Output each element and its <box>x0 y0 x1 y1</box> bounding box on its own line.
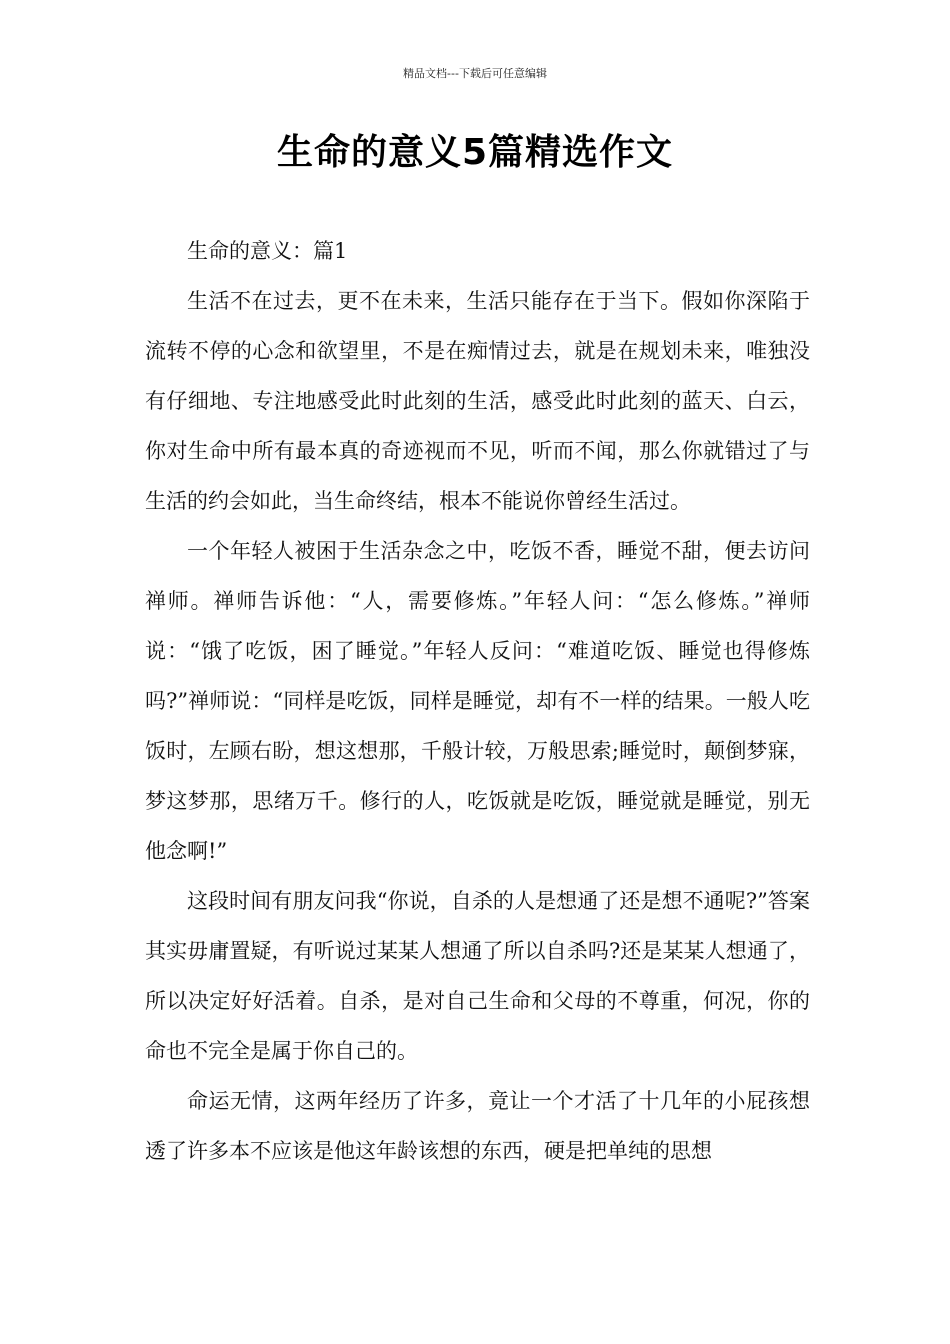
paragraph: 生活不在过去，更不在未来，生活只能存在于当下。假如你深陷于流转不停的心念和欲望里，不是在痴情过去，就是在规划未来，唯独没有仔细地、专注地感受此时此刻的生活，感受此时此刻的蓝天、白云，你对生命中所有最本真的奇迹视而不见，听而不闻，那么你就错过了与生活的约会如此，当生命终结，根本不能说你曾经生活过。 <box>145 289 810 513</box>
section-heading: 生命的意义：篇1 <box>187 239 348 263</box>
header-note: 精品文档---下载后可任意编辑 <box>403 67 547 80</box>
document-title: 生命的意义5篇精选作文 <box>276 132 674 173</box>
paragraph: 一个年轻人被困于生活杂念之中，吃饭不香，睡觉不甜，便去访问禅师。禅师告诉他：“人，需要修炼。”年轻人问：“怎么修炼。”禅师说：“饿了吃饭，困了睡觉。”年轻人反问：“难道吃饭、睡觉也得修炼吗?”禅师说：“同样是吃饭，同样是睡觉，却有不一样的结果。一般人吃饭时，左顾右盼，想这想那，千般计较，万般思索;睡觉时，颠倒梦寐，梦这梦那，思绪万千。修行的人，吃饭就是吃饭，睡觉就是睡觉，别无他念啊!” <box>145 539 810 863</box>
paragraph: 这段时间有朋友问我“你说，自杀的人是想通了还是想不通呢?”答案其实毋庸置疑，有听说过某某人想通了所以自杀吗?还是某某人想通了，所以决定好好活着。自杀，是对自己生命和父母的不尊重，何况，你的命也不完全是属于你自己的。 <box>145 889 810 1063</box>
paragraph: 命运无情，这两年经历了许多，竟让一个才活了十几年的小屁孩想透了许多本不应该是他这年龄该想的东西，硬是把单纯的思想 <box>145 1089 810 1163</box>
document-body <box>145 226 810 1176</box>
